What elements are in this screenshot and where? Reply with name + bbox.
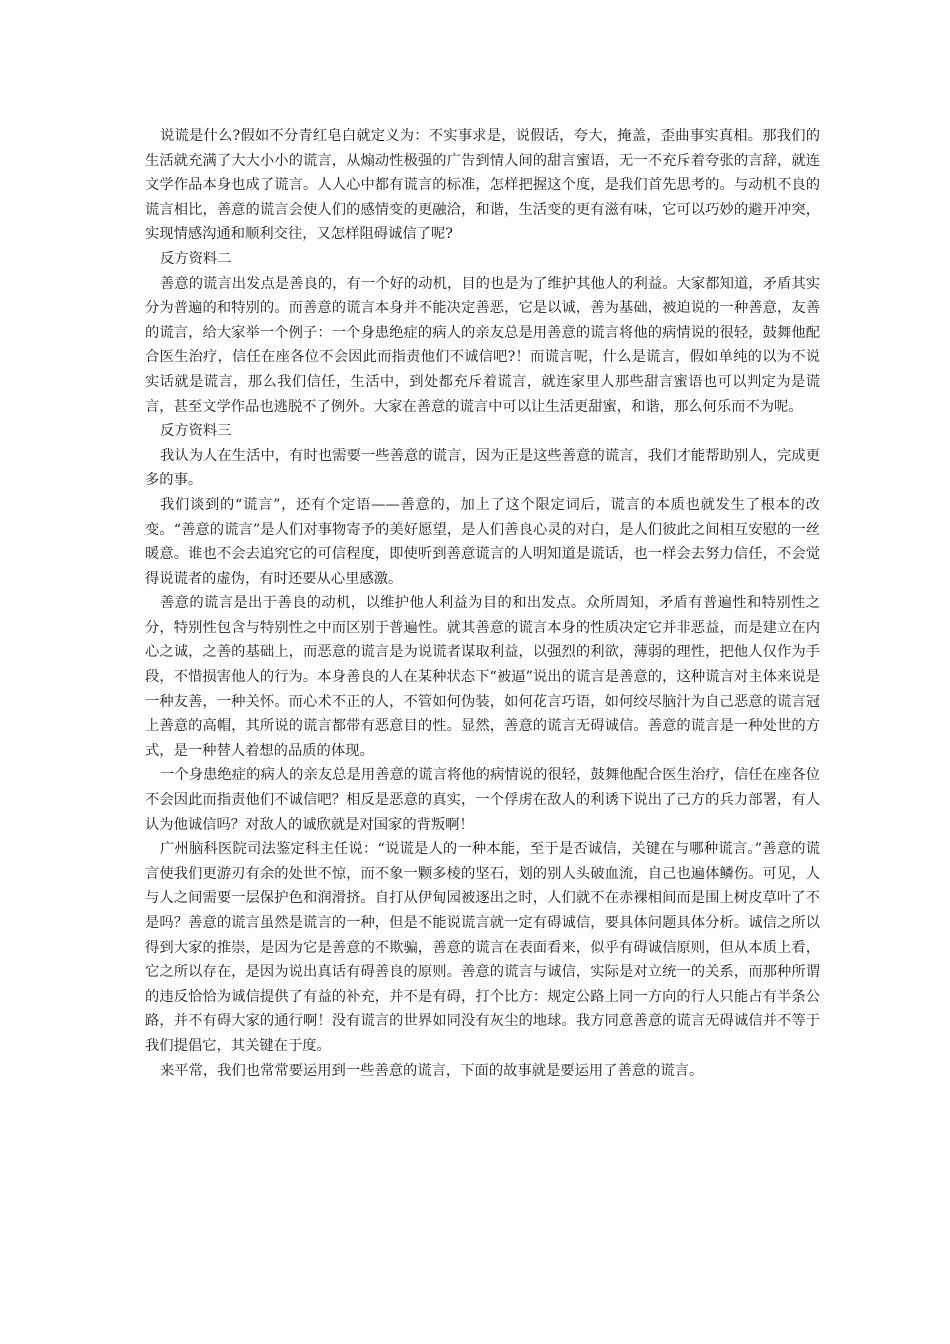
paragraph-section-2: 善意的谎言出发点是善良的，有一个好的动机，目的也是为了维护其他人的利益。大家都知道，矛盾其实分为普遍的和特别的。而善意的谎言本身并不能决定善恶，它是以诚，善为基础，被迫说的一种善意，友善的谎言，给大家举一个例子：一个身患绝症的病人的亲友总是用善意的谎言将他的病情说的很轻，鼓舞他配合医生治疗，信任在座各位不会因此而指责他们不诚信吧?！而谎言呢，什么是谎言，假如单纯的以为不说实话就是谎言，那么我们信任，生活中，到处都充斥着谎言，就连家里人那些甜言蜜语也可以判定为是谎言，甚至文学作品也逃脱不了例外。大家在善意的谎言中可以让生活更甜蜜，和谐，那么何乐而不为呢。 xyxy=(145,275,820,415)
paragraph-section-3-f: 来平常，我们也常常要运用到一些善意的谎言，下面的故事就是要运用了善意的谎言。 xyxy=(160,1062,704,1079)
paragraph-section-3-d: 一个身患绝症的病人的亲友总是用善意的谎言将他的病情说的很轻，鼓舞他配合医生治疗，信任在座各位不会因此而指责他们不诚信吧？相反是恶意的真实，一个俘虏在敌人的利诱下说出了己方的兵力部署，有人认为他诚信吗？对敌人的诚欣就是对国家的背叛啊！ xyxy=(145,767,820,833)
document-page xyxy=(145,124,820,1083)
section-heading-3: 反方资料三 xyxy=(160,423,232,440)
paragraph-section-3-e: 广州脑科医院司法鉴定科主任说：“说谎是人的一种本能，至于是否诚信，关键在与哪种谎言。”善意的谎言使我们更游刃有余的处世不惊，而不象一颗多棱的坚石，划的别人头破血流，自己也遍体鳞伤。可见，人与人之间需要一层保护色和润滑挤。自打从伊甸园被逐出之时，人们就不在赤裸相间而是围上树皮草叶了不是吗？善意的谎言虽然是谎言的一种，但是不能说谎言就一定有碍诚信，要具体问题具体分析。诚信之所以得到大家的推崇，是因为它是善意的不欺骗，善意的谎言在表面看来，似乎有碍诚信原则，但从本质上看，它之所以存在，是因为说出真话有碍善良的原则。善意的谎言与诚信，实际是对立统一的关系，而那种所谓的违反恰恰为诚信提供了有益的补充，并不是有碍，打个比方：规定公路上同一方向的行人只能占有半条公路，并不有碍大家的通行啊！没有谎言的世界如同没有灰尘的地球。我方同意善意的谎言无碍诚信并不等于我们提倡它，其关键在于度。 xyxy=(145,841,820,1054)
paragraph-intro: 说谎是什么?假如不分青红皂白就定义为：不实事求是，说假话，夸大，掩盖，歪曲事实真相。那我们的生活就充满了大大小小的谎言，从煽动性极强的广告到情人间的甜言蜜语，无一不充斥着夸张的言辞，就连文学作品本身也成了谎言。人人心中都有谎言的标准，怎样把握这个度，是我们首先思考的。与动机不良的谎言相比，善意的谎言会使人们的感情变的更融洽，和谐，生活变的更有滋有味，它可以巧妙的避开冲突，实现情感沟通和顺利交往，又怎样阻碍诚信了呢? xyxy=(145,128,820,243)
paragraph-section-3-c: 善意的谎言是出于善良的动机，以维护他人利益为目的和出发点。众所周知，矛盾有普遍性和特别性之分，特别性包含与特别性之中而区别于普遍性。就其善意的谎言本身的性质决定它并非恶益，而是建立在内心之诚，之善的基础上，而恶意的谎言是为说谎者谋取利益，以强烈的利欲，薄弱的理性，把他人仅作为手段，不惜损害他人的行为。本身善良的人在某种状态下“被逼”说出的谎言是善意的，这种谎言对主体来说是一种友善，一种关怀。而心术不正的人，不管如何伪装，如何花言巧语，如何绞尽脑汁为自己恶意的谎言冠上善意的高帽，其所说的谎言都带有恶意目的性。显然，善意的谎言无碍诚信。善意的谎言是一种处世的方式，是一种替人着想的品质的体现。 xyxy=(145,595,820,759)
section-heading-2: 反方资料二 xyxy=(160,250,232,267)
paragraph-section-3-b: 我们谈到的“谎言”，还有个定语——善意的，加上了这个限定词后，谎言的本质也就发生了根本的改变。“善意的谎言”是人们对事物寄予的美好愿望，是人们善良心灵的对白，是人们彼此之间相互安慰的一丝暖意。谁也不会去追究它的可信程度，即使听到善意谎言的人明知道是谎话，也一样会去努力信任，不会觉得说谎者的虚伪，有时还要从心里感激。 xyxy=(145,496,820,587)
paragraph-section-3-a: 我认为人在生活中，有时也需要一些善意的谎言，因为正是这些善意的谎言，我们才能帮助别人，完成更多的事。 xyxy=(145,447,820,489)
